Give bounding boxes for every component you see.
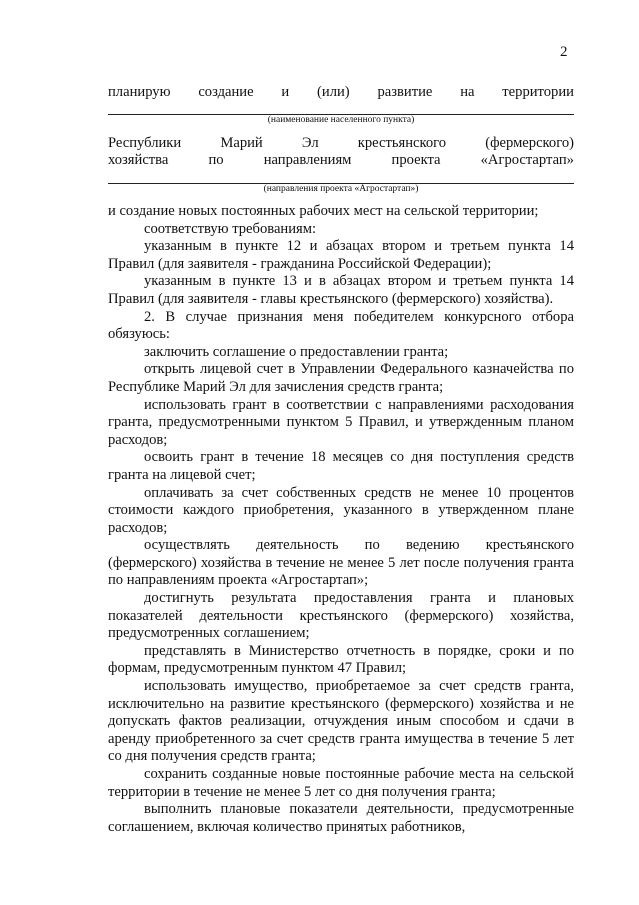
paragraph: указанным в пункте 12 и абзацах втором и третьем пункта 14 Правил (для заявителя - гражданина Российской Федерации); <box>108 238 574 272</box>
paragraph: сохранить созданные новые постоянные рабочие места на сельской территории в течение не менее 5 лет со дня получения гранта; <box>108 766 574 800</box>
paragraph: осуществлять деятельность по ведению крестьянского (фермерского) хозяйства в течение не менее 5 лет после получения гранта по направлениям проекта «Агростартап»; <box>108 537 574 589</box>
paragraph: заключить соглашение о предоставлении гранта; <box>144 343 449 360</box>
word: (фермерского) <box>485 135 574 151</box>
word: крестьянского <box>357 135 447 151</box>
word: по <box>208 152 224 168</box>
paragraph: выполнить плановые показатели деятельности, предусмотренные соглашением, включая количество принятых работников, <box>108 801 574 835</box>
word: направлениям <box>263 152 352 168</box>
word: территории <box>502 84 574 100</box>
paragraph: использовать имущество, приобретаемое за счет средств гранта, исключительно на развитие крестьянского (фермерского) хозяйства и не допускать фактов реализации, отчуждения иным способом и сдачи в аренду приобретенного за счет средств гранта имущества в течение 5 лет со дня получения средств гранта; <box>108 678 574 765</box>
word: (или) <box>317 84 350 100</box>
line-settlement <box>108 84 574 101</box>
word: проекта <box>391 152 441 168</box>
word: Марий <box>220 135 263 151</box>
word: на <box>460 84 475 100</box>
paragraph: указанным в пункте 13 и в абзацах втором и третьем пункта 14 Правил (для заявителя - главы крестьянского (фермерского) хозяйства). <box>108 273 574 307</box>
word: развитие <box>377 84 433 100</box>
paragraph: достигнуть результата предоставления гранта и плановых показателей деятельности крестьянского (фермерского) хозяйства, предусмотренных соглашением; <box>108 590 574 642</box>
word: Республики <box>108 135 182 151</box>
paragraph: соответствую требованиям: <box>144 220 317 237</box>
paragraph: представлять в Министерство отчетность в порядке, сроки и по формам, предусмотренным пунктом 47 Правил; <box>108 642 574 677</box>
page-number: 2 <box>560 44 568 60</box>
word: создание <box>198 84 254 100</box>
paragraph: 2. В случае признания меня победителем конкурсного отбора обязуюсь: <box>108 308 574 343</box>
word: «Агростартап» <box>480 152 574 168</box>
paragraph: и создание новых постоянных рабочих мест на сельской территории; <box>108 203 539 219</box>
paragraph: использовать грант в соответствии с направлениями расходования гранта, предусмотренными пунктом 5 Правил, и утвержденным планом расходов; <box>108 396 574 448</box>
line-directions <box>108 152 574 169</box>
word: Эл <box>301 135 319 151</box>
paragraph: открыть лицевой счет в Управлении Федерального казначейства по Республике Марий Эл для зачисления средств гранта; <box>108 361 574 395</box>
document-body <box>108 203 574 836</box>
word: планирую <box>108 84 171 100</box>
caption-settlement: (наименование населенного пункта) <box>267 115 415 125</box>
paragraph: освоить грант в течение 18 месяцев со дня поступления средств гранта на лицевой счет; <box>108 449 574 483</box>
line-republic <box>108 135 574 152</box>
word: хозяйства <box>108 152 169 168</box>
word: и <box>281 84 290 100</box>
caption-directions: (направления проекта «Агростартап») <box>263 184 419 194</box>
paragraph: оплачивать за счет собственных средств не менее 10 процентов стоимости каждого приобретения, указанного в утвержденном плане расходов; <box>108 484 574 536</box>
